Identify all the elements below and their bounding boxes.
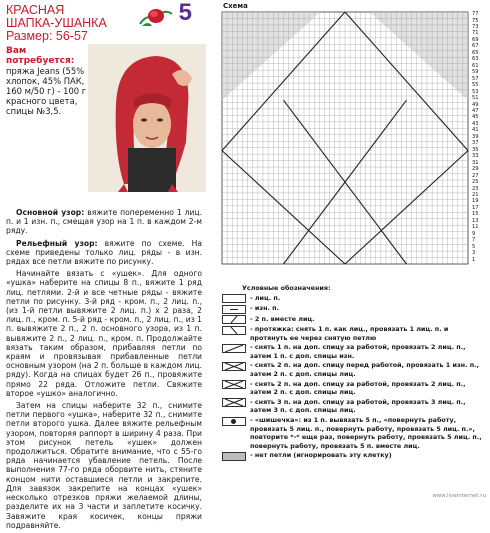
row-number: 69 (472, 36, 479, 43)
relief-pattern-text: вяжите по схеме. На схеме приведены только лиц. ряды - в изн. рядах все петли вяжите по рисунку. (6, 238, 202, 267)
legend-text: - лиц. п. (250, 293, 281, 302)
legend-text: - снять 2 п. на доп. спицу за работой, провязать 2 лиц. п., затем 2 п. с доп. спицы лиц. (250, 379, 466, 397)
row-number: 1 (472, 256, 476, 263)
row-number: 75 (472, 17, 479, 24)
legend-text: - нет петли (игнорировать эту клетку) (250, 451, 392, 460)
legend-item (222, 380, 484, 397)
legend-item (222, 315, 484, 325)
row-number: 13 (472, 217, 479, 224)
row-number: 65 (472, 49, 479, 56)
row-number: 61 (472, 62, 479, 69)
legend-text: - протяжка: снять 1 п. как лиц., провязать 1 лиц. п. и протянуть ее через снятую петлю (250, 325, 449, 342)
legend-item (222, 294, 484, 304)
row-number: 21 (472, 191, 479, 198)
row-number: 77 (472, 11, 479, 17)
title-line-1: КРАСНАЯ (6, 3, 65, 17)
materials-heading-2: потребуется: (6, 56, 75, 66)
row-number: 41 (472, 127, 479, 134)
badge-number: 5 (178, 0, 192, 26)
legend-symbol-icon (222, 398, 246, 407)
row-number: 49 (472, 101, 479, 108)
row-number: 7 (472, 237, 476, 244)
legend-item (222, 398, 484, 415)
row-number: 57 (472, 75, 479, 82)
legend-item (222, 343, 484, 360)
materials-text: пряжа Jeans (55% хлопок, 45% ПАК, 160 м/50 г) - 100 г красного цвета, спицы №3,5. (6, 66, 87, 116)
main-pattern-text: вяжите попеременно 1 лиц. п. и 1 изн. п., смещая узор на 1 п. в каждом 2-м ряду. (6, 208, 202, 236)
row-number: 43 (472, 120, 479, 127)
row-number: 47 (472, 107, 479, 114)
row-numbers (470, 12, 490, 264)
schema-label: Схема (223, 2, 248, 10)
row-number: 19 (472, 198, 479, 205)
paragraph-assembly: Затем на спицы наберите 32 п., снимите петли первого «ушка», наберите 32 п., снимите петли второго ушка. Далее вяжите рельефным узором, повторяя раппорт в ширину 4 раза. При этом рисунок петель «ушек» должен продолжиться. Обратите внимание, что с 55-го ряда начинается убавление петель. После выполнения 77-го ряда оборвите нить, стяните концом нити оставшиеся петли и закрепите. Для завязок закрепите на концах «ушек» несколько отрезков пряжи желаемой длины, разделите их на 3 части и заплетите косичку. Завяжите края косичек, концы пряжи подравняйте. (6, 401, 202, 530)
row-number: 17 (472, 204, 479, 211)
legend-text: - снять 1 п. на доп. спицу за работой, провязать 2 лиц. п., затем 1 п. с доп. спицы изн. (250, 343, 466, 360)
row-number: 59 (472, 69, 479, 76)
row-number: 35 (472, 146, 479, 153)
legend-symbol-icon (222, 362, 246, 371)
legend-text: - изн. п. (250, 304, 279, 313)
row-number: 31 (472, 159, 479, 166)
row-number: 9 (472, 230, 476, 237)
page-badge (136, 2, 192, 32)
legend-item (222, 361, 484, 378)
row-number: 51 (472, 95, 479, 101)
row-number: 15 (472, 211, 479, 218)
materials-heading-1: Вам (6, 46, 27, 56)
legend-item (222, 451, 484, 461)
legend-text: - снять 3 п. на доп. спицу за работой, провязать 3 лиц. п., затем 3 п. с доп. спицы лиц. (250, 397, 466, 415)
row-number: 73 (472, 23, 479, 30)
row-number: 45 (472, 114, 479, 121)
row-number: 67 (472, 43, 479, 50)
title-line-2: ШАПКА-УШАНКА (6, 16, 107, 30)
legend-text: - снять 2 п. на доп. спицу перед работой, провязать 1 изн. п., затем 2 п. с доп. спицы лиц. (250, 361, 480, 379)
paragraph-main-pattern (6, 208, 202, 236)
legend-symbol-icon (222, 326, 246, 335)
model-photo (88, 44, 206, 192)
knitting-chart (222, 12, 468, 264)
legend-heading: Условные обозначения: (242, 284, 331, 292)
row-number: 5 (472, 243, 476, 250)
row-number: 37 (472, 140, 479, 147)
legend-symbol-icon (222, 380, 246, 389)
paragraph-relief-pattern (6, 239, 202, 267)
legend-symbol-icon (222, 294, 246, 303)
row-number: 63 (472, 56, 479, 63)
legend-item (222, 304, 484, 314)
legend-symbol-icon (222, 344, 246, 353)
size-label: Размер: 56-57 (6, 29, 88, 43)
row-number: 29 (472, 166, 479, 173)
row-number: 25 (472, 179, 479, 185)
row-number: 55 (472, 82, 479, 89)
legend (222, 284, 484, 462)
row-number: 33 (472, 153, 479, 160)
row-number: 27 (472, 172, 479, 179)
relief-pattern-label: Рельефный узор: (16, 238, 98, 248)
paragraph-ears: Начинайте вязать с «ушек». Для одного «ушка» наберите на спицы 8 п., вяжите 1 ряд лиц. петлями. 2-й и все четные ряды - вяжите петли по рисунку. 3-й ряд - кром. п., 2 лиц. п., (из 1-й петли вывяжите 2 лиц. п.) х 2 раза, 2 лиц. п., кром. п. 5-й ряд - кром. п., 2 лиц. п., из 1 п. вывяжите 2 п., 2 п. основного узора, из 1 п. вывяжите 2 п., 2 лиц. п., кром. п. Продолжайте вязать таким образом, прибавляя петли по краям и провязывая прибавленные петли основным узором (на 2 п. больше в каждом лиц. ряду). Когда на спицах будет 26 п., провяжите прямо 22 ряда. Отложите петли. Свяжите второе «ушко» аналогично. (6, 269, 202, 398)
row-number: 3 (472, 250, 476, 257)
row-number: 53 (472, 88, 479, 95)
row-number: 11 (472, 224, 479, 231)
instructions-text (6, 208, 202, 533)
hat-photo-illustration (88, 44, 206, 192)
materials-box (6, 46, 90, 116)
row-number: 23 (472, 185, 479, 192)
row-number: 39 (472, 133, 479, 140)
legend-symbol-icon (222, 305, 246, 314)
row-number: 71 (472, 30, 479, 37)
legend-item (222, 325, 484, 342)
legend-item (222, 416, 484, 450)
legend-symbol-icon (222, 315, 246, 324)
watermark: www.liveinternet.ru (432, 493, 486, 499)
legend-symbol-icon (222, 452, 246, 461)
legend-text: - 2 п. вместе лиц. (250, 314, 315, 323)
main-pattern-label: Основной узор: (16, 208, 85, 217)
rose-icon (136, 4, 176, 30)
legend-symbol-icon (222, 417, 246, 426)
legend-text: - «шишечка»: из 1 п. вывязать 5 п., «повернуть работу, провязать 5 лиц. п., повернуть работу, провязать 5 лиц. п.», повторите *-* еще раз, повернуть работу, провязать 5 лиц. п., повернуть работу, провязать 5 п. вместе лиц. (250, 416, 482, 450)
